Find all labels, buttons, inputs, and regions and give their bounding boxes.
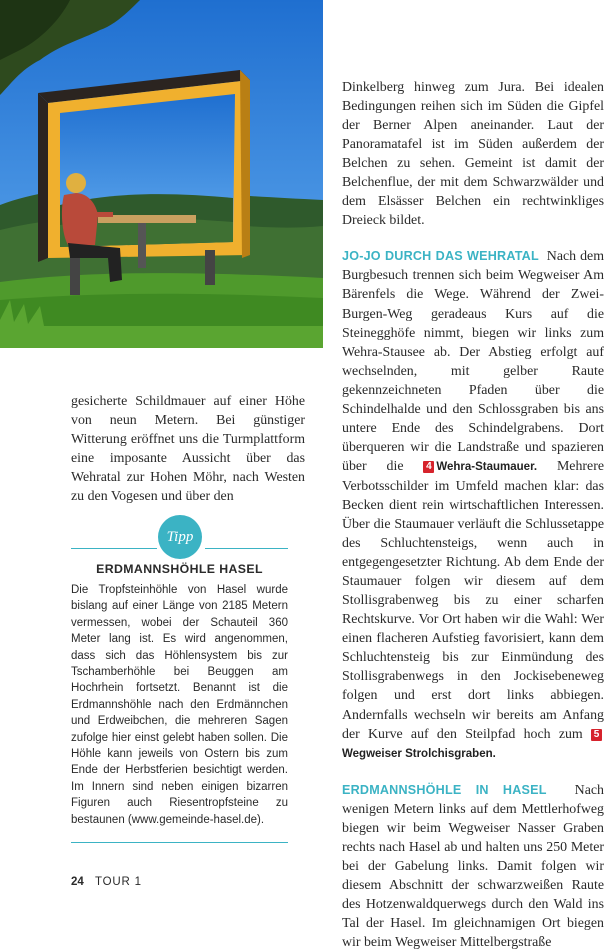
photo-panorama-frame: [0, 0, 323, 348]
tip-body: [71, 582, 288, 828]
waypoint-marker: 5: [591, 729, 602, 741]
waypoint-name: Wegweiser Strolchisgraben.: [342, 747, 496, 760]
page-number: 24: [71, 876, 84, 888]
body-paragraph: Dinkelberg hinweg zum Jura. Bei idealen Bedingungen reihen sich im Süden die Gipfel der Berner Alpen aneinander. Laut der Panoramatafel ist im Süden außerdem der Belchen zu sehen. Gemeint ist damit der Belchenflue, der mit dem Schwarzwälder und dem Elsässer Belchen ein rechtwinkliges Dreieck bildet.: [342, 80, 604, 229]
body-text: Mehrere Verbotsschilder im Umfeld machen klar: das Becken dient rein wirtschaftlichen Interessen. Über die Staumauer verläuft die Schlussetappe des Schluchtensteigs, wenn auch in entgegengesetzter Richtung. Ab dem Ende der Staumauer folgen wir diesem auf dem Stollisgrabenweg bis zu einer scharfen Rechtskurve. Vor Ort haben wir die Wahl: Wer einen flacheren Aufstieg favorisiert, kann dem Schluchtensteig bis zur Einmündung des Stollisgrabenwegs in den Jockisebeneweg folgen und erst dort links abbiegen. Andernfalls wechseln wir bereits am Anfang der Kurve auf den Steilpfad hoch zum: [342, 458, 604, 742]
left-column: [71, 392, 305, 506]
tip-title: ERDMANNSHÖHLE HASEL: [96, 562, 263, 576]
tip-text: Die Tropfsteinhöhle von Hasel wurde bislang auf einer Länge von 2185 Metern vermessen, wobei der Schauteil 360 Meter lang ist. Es wird angenommen, dass sich das Höhlensystem bis zur Tschamberhöhle bei Beuggen am Hochrhein fortsetzt. Benannt ist die Erdmannshöhle nach den Erdmännchen und Erdweibchen, die mehreren Sagen zufolge hier einst gelebt haben sollen. Die Höhle kann jeweils von Ostern bis zum Ende der Herbstferien besichtigt werden. Im Innern sind neben einigen bizarren Figuren auch Riesentropfsteine zu bestaunen (www.gemeinde-hasel.de).: [71, 584, 288, 826]
section-heading: ERDMANNSHÖHLE IN HASEL: [342, 782, 547, 797]
section-heading: JO-JO DURCH DAS WEHRATAL: [342, 249, 539, 264]
body-paragraph: gesicherte Schildmauer auf einer Höhe von neun Metern. Bei günstiger Witterung eröffnet uns die Turmplattform eine imposante Aussicht über das Wehratal zur Hohen Möhr, nach Westen zu den Vogesen und über den: [71, 394, 305, 505]
right-column: [342, 78, 604, 952]
section-paragraph: [342, 781, 604, 952]
waypoint-marker: 4: [423, 461, 434, 473]
tip-divider: [205, 548, 288, 549]
section-paragraph: [342, 247, 604, 763]
body-text: Nach wenigen Metern links auf dem Mettlerhofweg biegen wir beim Wegweiser Nasser Graben rechts nach Hasel ab und halten uns 250 Meter bei der Gabelung links. Damit folgen wir diesem Abschnitt der schwarzweißen Raute des Hotzenwaldquerwegs durch den Wald ins Tal der Hasel. Im gleichnamigen Ort biegen wir beim Wegweiser Mittelbergstraße: [342, 782, 604, 951]
waypoint-name: Wehra-Staumauer.: [436, 460, 538, 473]
tip-divider: [71, 842, 288, 843]
page-footer: [71, 876, 142, 888]
tip-divider: [71, 548, 157, 549]
tip-badge: Tipp: [158, 515, 202, 559]
tour-label: TOUR 1: [95, 876, 142, 888]
body-text: Nach dem Burgbesuch trennen sich beim Wegweiser Am Bärenfels die Wege. Während der Zwei-Burgen-Weg geradeaus Kurs auf die Steinegghöfe nimmt, biegen wir links zum Wehra-Stausee ab. Der Abstieg erfolgt auf wechselnden, mit gelber Raute gekennzeichneten Pfaden über die Schindelhalde und den Schlossgraben bis ans untere Ende des Schindelgrabens. Dort überqueren wir die Landstraße und spazieren über die: [342, 249, 604, 474]
